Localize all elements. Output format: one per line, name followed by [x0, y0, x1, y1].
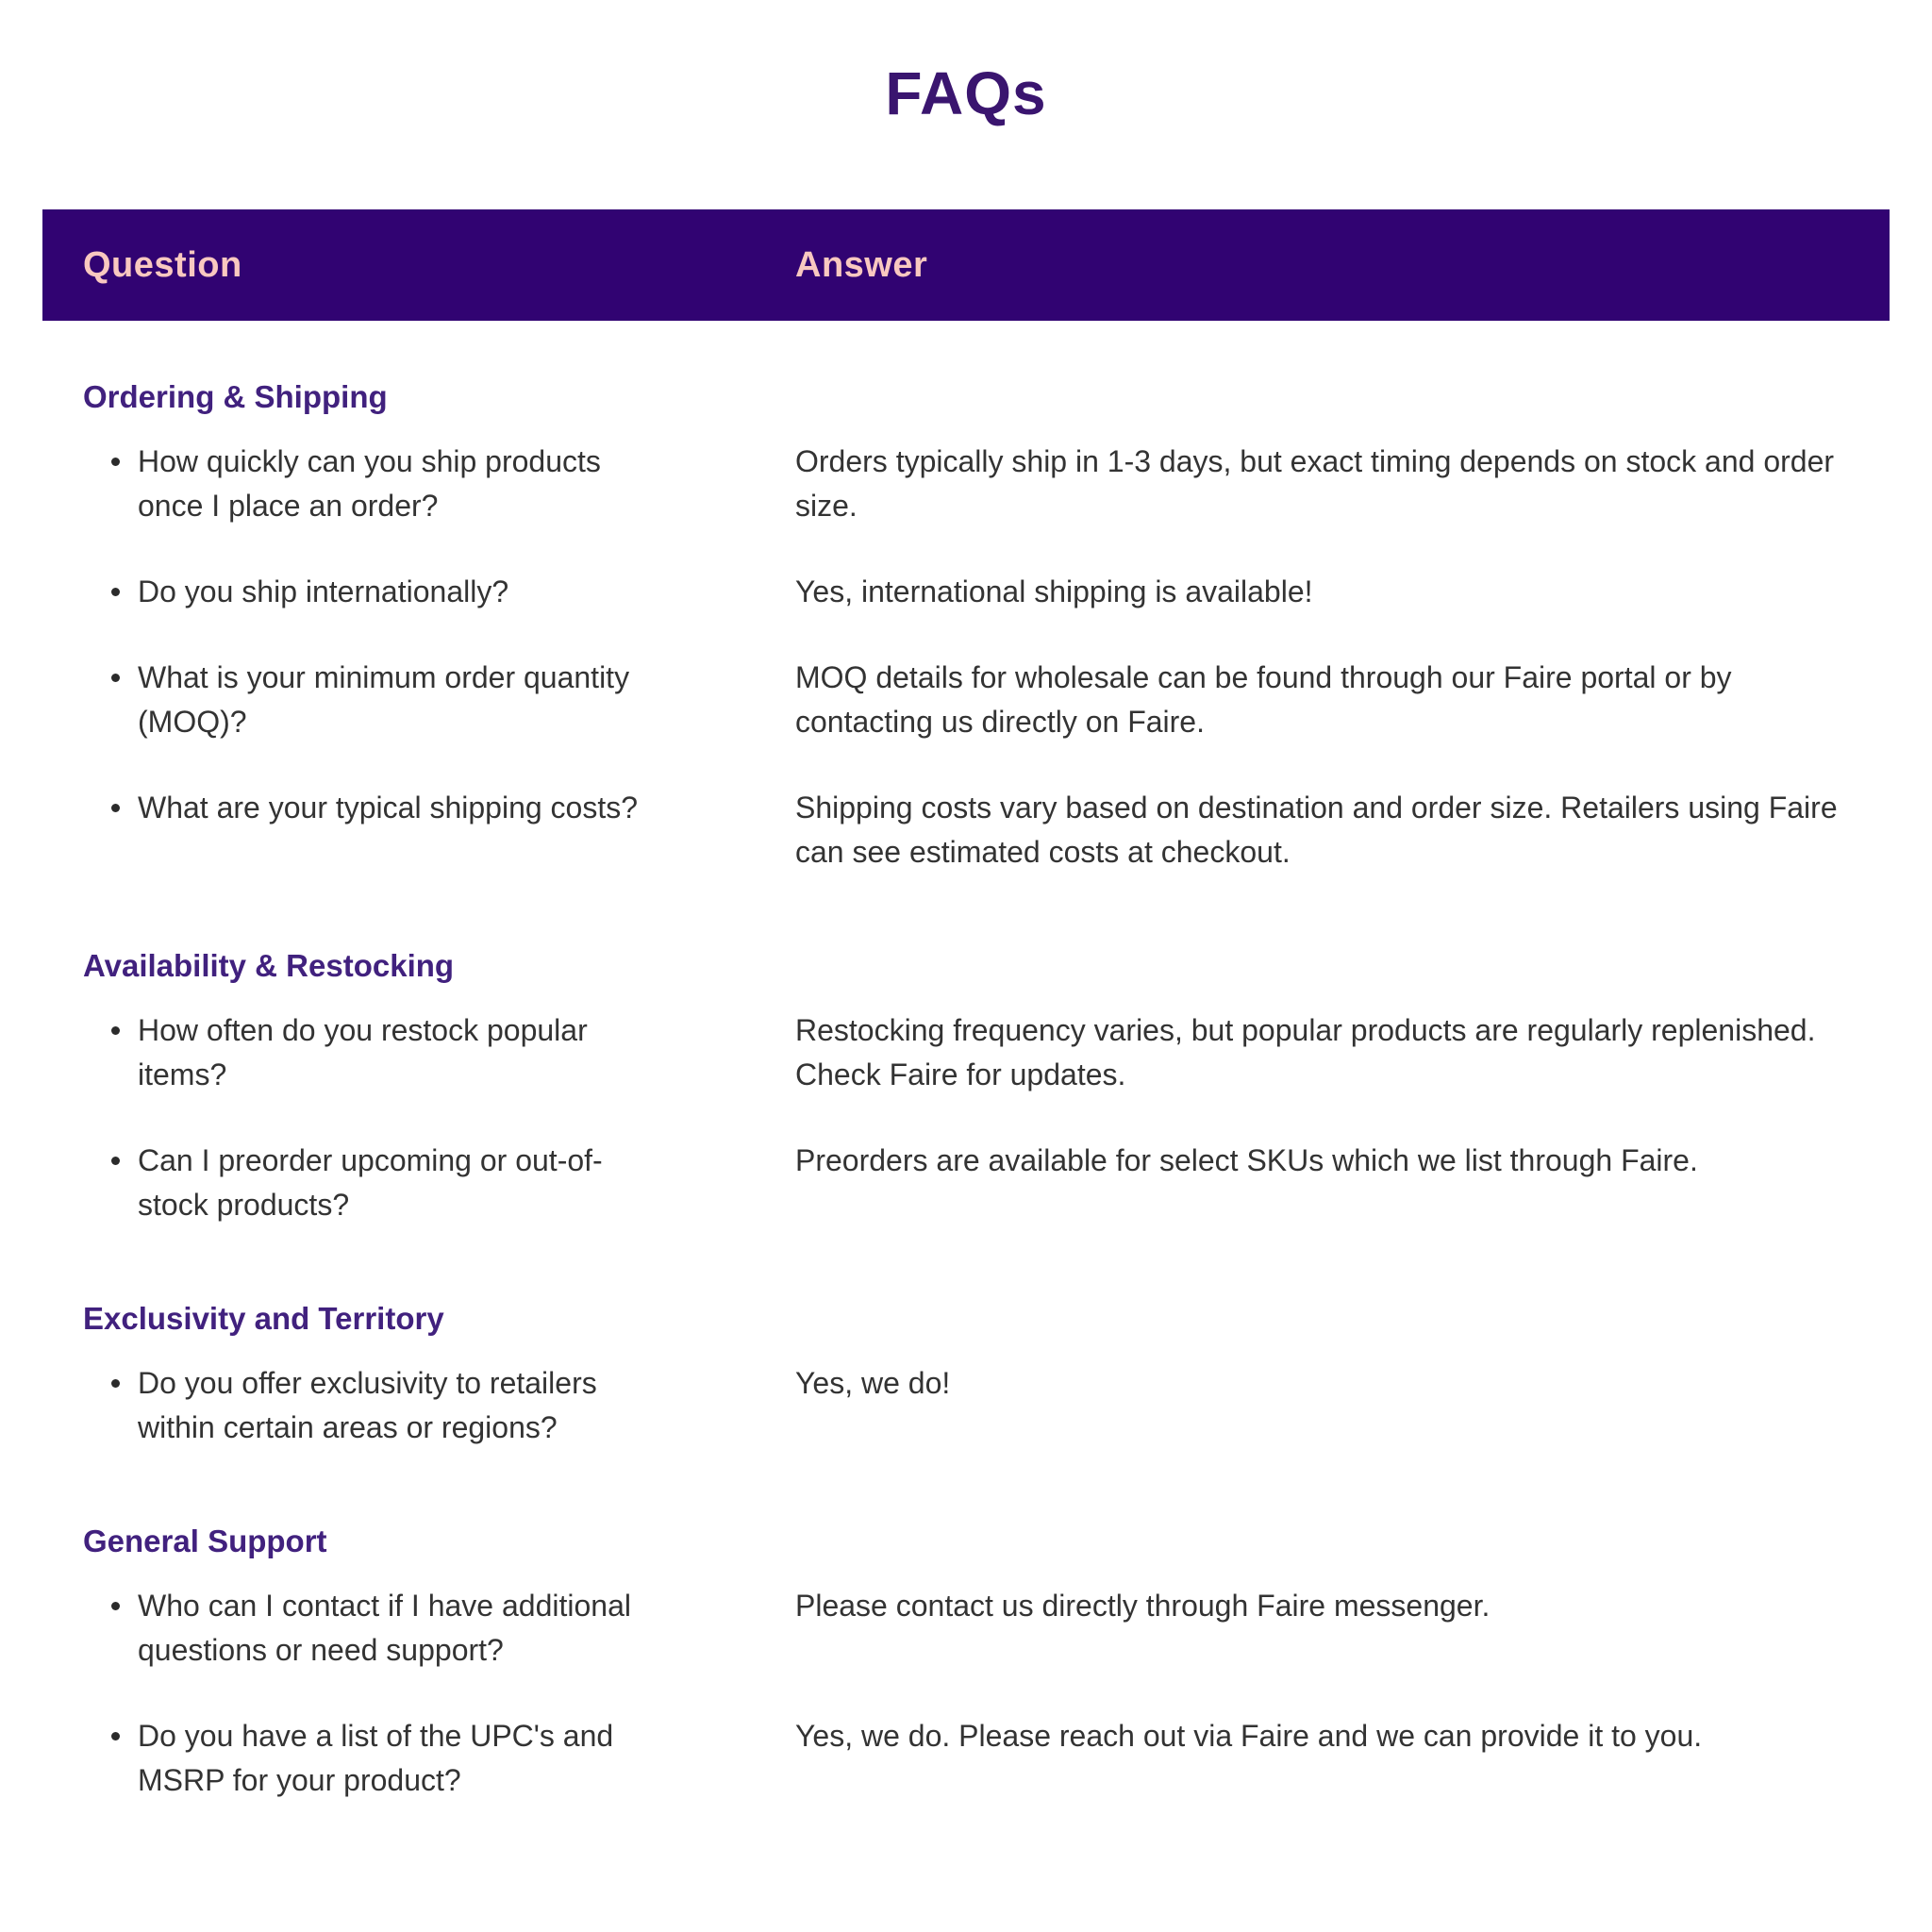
question-cell — [42, 570, 795, 614]
section-heading: Ordering & Shipping — [83, 379, 388, 414]
faq-row — [42, 1584, 1890, 1673]
answer-text: Please contact us directly through Faire messenger. — [795, 1589, 1491, 1623]
question-cell — [42, 1008, 795, 1097]
section-rows — [42, 1584, 1890, 1803]
bullet-icon — [111, 1026, 120, 1035]
section-heading: Exclusivity and Territory — [83, 1301, 444, 1336]
table-header-bar — [42, 209, 1890, 321]
question-cell — [42, 786, 795, 830]
faq-row — [42, 440, 1890, 528]
column-header-answer: Answer — [795, 244, 928, 285]
column-header-question: Question — [83, 244, 242, 285]
bullet-icon — [111, 1157, 120, 1165]
section-rows — [42, 440, 1890, 874]
answer-text: Orders typically ship in 1-3 days, but exact timing depends on stock and order size. — [795, 444, 1835, 523]
faq-row — [42, 1714, 1890, 1803]
question-text: Can I preorder upcoming or out-of-stock products? — [138, 1143, 603, 1222]
answer-text: Restocking frequency varies, but popular products are regularly replenished. Check Faire for updates. — [795, 1013, 1816, 1091]
bullet-icon — [111, 1732, 120, 1740]
question-text: What is your minimum order quantity (MOQ)? — [138, 660, 630, 739]
bullet-icon — [111, 588, 120, 596]
answer-cell — [795, 786, 1890, 874]
faq-row — [42, 570, 1890, 614]
faq-sections — [0, 379, 1932, 1803]
question-cell — [42, 1714, 795, 1803]
faq-row — [42, 786, 1890, 874]
answer-text: Yes, we do! — [795, 1366, 951, 1400]
answer-cell — [795, 656, 1890, 744]
question-cell — [42, 656, 795, 744]
question-text: Who can I contact if I have additional questions or need support? — [138, 1589, 631, 1667]
faq-row — [42, 1008, 1890, 1097]
faq-section — [42, 948, 1890, 1227]
faq-section — [42, 379, 1890, 874]
answer-text: Shipping costs vary based on destination and order size. Retailers using Faire can see estimated costs at checkout. — [795, 791, 1838, 869]
answer-cell — [795, 1361, 1890, 1406]
question-cell — [42, 1139, 795, 1227]
bullet-icon — [111, 1379, 120, 1388]
question-text: Do you ship internationally? — [138, 575, 509, 608]
question-text: What are your typical shipping costs? — [138, 791, 639, 824]
question-text: How quickly can you ship products once I place an order? — [138, 444, 601, 523]
answer-cell — [795, 570, 1890, 614]
faq-row — [42, 656, 1890, 744]
bullet-icon — [111, 1602, 120, 1610]
faq-section — [42, 1524, 1890, 1803]
question-cell — [42, 1361, 795, 1450]
bullet-icon — [111, 458, 120, 466]
answer-cell — [795, 1008, 1890, 1097]
answer-text: MOQ details for wholesale can be found through our Faire portal or by contacting us directly on Faire. — [795, 660, 1732, 739]
question-cell — [42, 1584, 795, 1673]
section-rows — [42, 1008, 1890, 1227]
section-rows — [42, 1361, 1890, 1450]
question-text: Do you have a list of the UPC's and MSRP for your product? — [138, 1719, 614, 1797]
faq-row — [42, 1361, 1890, 1450]
answer-cell — [795, 1584, 1890, 1628]
question-text: How often do you restock popular items? — [138, 1013, 588, 1091]
answer-cell — [795, 440, 1890, 528]
faq-section — [42, 1301, 1890, 1450]
bullet-icon — [111, 674, 120, 682]
bullet-icon — [111, 804, 120, 812]
section-heading: Availability & Restocking — [83, 948, 455, 983]
faq-row — [42, 1139, 1890, 1227]
answer-text: Yes, we do. Please reach out via Faire and we can provide it to you. — [795, 1719, 1703, 1753]
answer-text: Preorders are available for select SKUs which we list through Faire. — [795, 1143, 1698, 1177]
answer-text: Yes, international shipping is available! — [795, 575, 1313, 608]
section-heading: General Support — [83, 1524, 327, 1558]
page-title: FAQs — [885, 59, 1047, 127]
answer-cell — [795, 1714, 1890, 1758]
question-text: Do you offer exclusivity to retailers within certain areas or regions? — [138, 1366, 597, 1444]
answer-cell — [795, 1139, 1890, 1183]
question-cell — [42, 440, 795, 528]
